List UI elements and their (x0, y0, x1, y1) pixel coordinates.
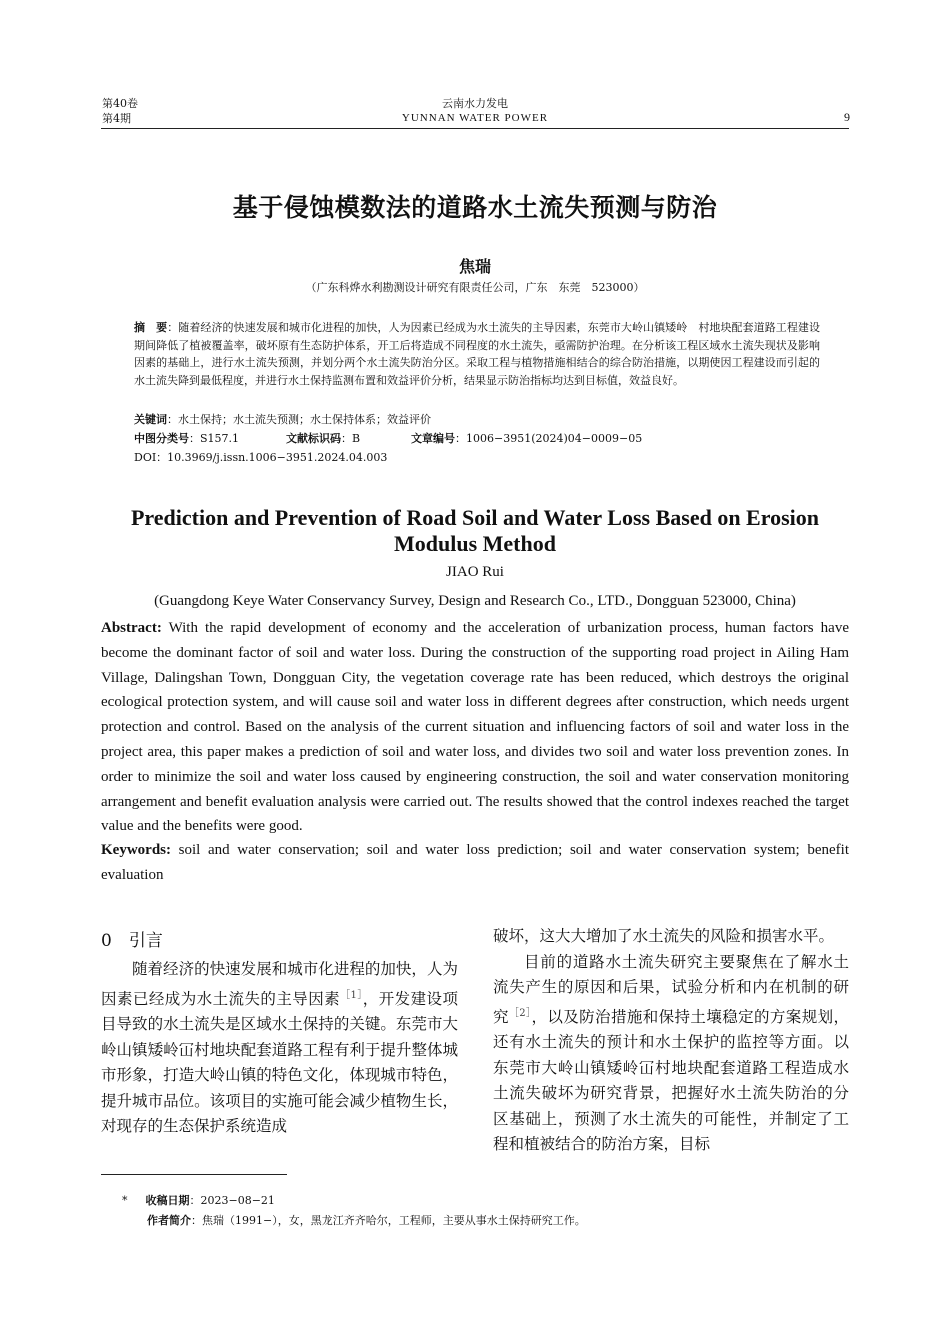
received-date-label: 收稿日期 (145, 1194, 190, 1207)
article-number-value: ：1006−3951(2024)04−0009−05 (455, 432, 643, 445)
clc-label: 中图分类号 (134, 432, 189, 445)
clc-value: ：S157.1 (189, 432, 240, 445)
keywords-en (101, 838, 849, 888)
section-heading-introduction: 0 引言 (101, 931, 163, 951)
author-name-cn: 焦瑞 (458, 257, 491, 276)
header-rule (101, 128, 849, 129)
doc-code-value: ：B (341, 432, 361, 445)
citation-ref-2: ［2］ (508, 1007, 532, 1019)
footnote-author-bio (147, 1213, 586, 1229)
footnote-marker: * (122, 1194, 128, 1207)
body-column-right (493, 924, 849, 1158)
article-number-label: 文章编号 (411, 432, 455, 445)
body-text: ，以及防治措施和保持土壤稳定的方案规划，还有水土流失的预计和水土保护的监控等方面。以东莞市大岭山镇矮岭冚村地块配套道路工程造成水土流失破坏为研究背景，把握好水土流失防治的分区基础上，预测了水土流失的可能性，并制定了工程和植被结合的防治方案，目标 (493, 1007, 849, 1154)
document-code (286, 430, 360, 447)
issue-label: 第4期 (102, 112, 131, 125)
body-paragraph: 破坏，这大大增加了水土流失的风险和损害水平。 (493, 927, 835, 945)
abstract-cn-label: 摘 要 (134, 321, 168, 334)
doc-code-label: 文献标识码 (286, 432, 341, 445)
clc-number (134, 430, 239, 447)
abstract-en-label: Abstract: (101, 620, 162, 636)
affiliation-cn: （广东科烨水利勘测设计研究有限责任公司，广东 东莞 523000） (305, 281, 645, 294)
abstract-en-text: With the rapid development of economy and the acceleration of urbanization process, human factors have become the dominant factor of soil and water loss. During the construction of the supporting road project in Ailing Ham Village, Dalingshan Town, Dongguan City, the vegetation coverage rate has been reduced, which destroys the original ecological protection system, and will cause soil and water loss in different degrees after construction, which needs urgent protection and control. Based on the analysis of the current situation and influencing factors of soil and water loss in the project area, this paper makes a prediction of soil and water loss, and divides two soil and water loss prevention zones. In order to minimize the soil and water loss caused by engineering construction, the soil and water conservation monitoring arrangement and benefit evaluation analysis were carried out. The results showed that the control indexes reached the target value and the benefits were good. (101, 620, 849, 835)
paper-title-en-line1: Prediction and Prevention of Road Soil and Water Loss Based on Erosion (130, 505, 819, 530)
running-header-left (102, 96, 138, 126)
author-name-en: JIAO Rui (446, 564, 504, 580)
body-paragraph (101, 957, 458, 1140)
page-number: 9 (844, 110, 850, 124)
footnote-rule (101, 1174, 287, 1175)
article-number (411, 430, 642, 447)
received-date-value: ：2023−08−21 (189, 1194, 275, 1207)
abstract-en (101, 616, 849, 839)
volume-label: 第40卷 (102, 97, 138, 110)
paper-title-en (100, 505, 850, 557)
keywords-en-label: Keywords: (101, 842, 171, 858)
author-bio-value: ：焦瑞（1991−），女，黑龙江齐齐哈尔，工程师，主要从事水土保持研究工作。 (191, 1214, 586, 1227)
doi-line: DOI：10.3969/j.issn.1006−3951.2024.04.003 (134, 451, 388, 464)
body-text: 目前的道路水土流失研究主要聚焦在了解水土流失产生的原因和后果，试验分析和内在机制的研究 (493, 952, 849, 1026)
affiliation-en: (Guangdong Keye Water Conservancy Survey, Design and Research Co., LTD., Dongguan 523000, China) (154, 593, 796, 609)
paper-title-en-line2: Modulus Method (394, 531, 556, 556)
citation-ref-1: ［1］ (340, 989, 363, 1001)
journal-name-cn: 云南水力发电 (442, 97, 508, 110)
abstract-cn (134, 319, 820, 389)
keywords-cn (134, 411, 431, 428)
body-column-left (101, 957, 458, 1140)
keywords-en-text: soil and water conservation; soil and water loss prediction; soil and water conservation system; benefit evaluation (101, 842, 849, 883)
keywords-cn-text: ：水土保持；水土流失预测；水土保持体系；效益评价 (167, 413, 431, 426)
paper-title-cn: 基于侵蚀模数法的道路水土流失预测与防治 (232, 193, 718, 222)
body-paragraph (493, 950, 849, 1158)
running-header-center (300, 96, 650, 126)
footnote-received (122, 1193, 275, 1209)
keywords-cn-label: 关键词 (134, 413, 167, 426)
author-bio-label: 作者简介 (147, 1214, 191, 1227)
body-text: ，开发建设项目导致的水土流失是区域水土保持的关键。东莞市大岭山镇矮岭冚村地块配套道路工程有利于提升整体城市形象，打造大岭山镇的特色文化，体现城市特色，提升城市品位。该项目的实施可能会减少植物生长，对现存的生态保护系统造成 (101, 989, 458, 1136)
body-text: 随着经济的快速发展和城市化进程的加快，人为因素已经成为水土流失的主导因素 (101, 960, 458, 1008)
abstract-cn-text: ：随着经济的快速发展和城市化进程的加快，人为因素已经成为水土流失的主导因素，东莞市大岭山镇矮岭 村地块配套道路工程建设期间降低了植被覆盖率，破坏原有生态防护体系，开工后将造成不同程度的水土流失，亟需防护治理。在分析该工程区域水土流失现状及影响因素的基础上，进行水土流失预测，并划分两个水土流失防治分区。采取工程与植物措施相结合的综合防治措施，以期使因工程建设而引起的水土流失降到最低程度，并进行水土保持监测布置和效益评价分析，结果显示防治指标均达到目标值，效益良好。 (134, 321, 821, 387)
journal-name-en: YUNNAN WATER POWER (401, 112, 549, 124)
